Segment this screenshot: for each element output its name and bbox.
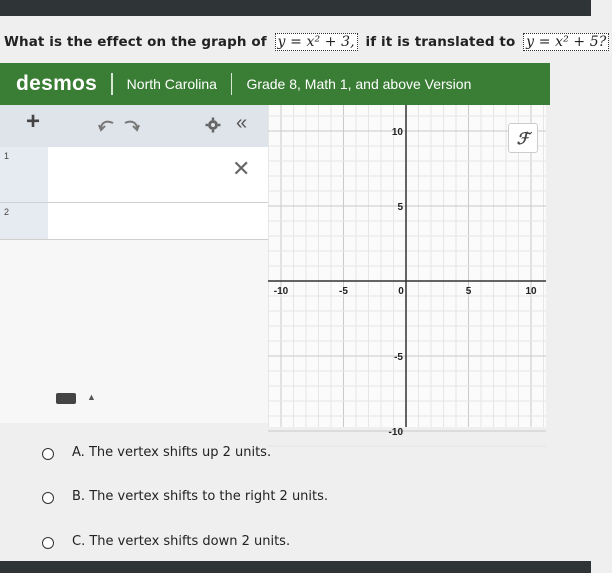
x-tick-label: 5	[465, 286, 472, 297]
y-tick-label: 10	[391, 127, 403, 138]
choice-text: The vertex shifts to the right 2 units.	[89, 489, 329, 504]
expression-row-1[interactable]	[0, 147, 268, 203]
x-tick-label: 10	[525, 286, 537, 297]
state-label: North Carolina	[126, 76, 217, 92]
choice-letter: A.	[72, 445, 85, 460]
radio-choice-a[interactable]	[42, 448, 54, 460]
bottom-frame-strip	[0, 561, 591, 573]
expression-row-2[interactable]	[0, 203, 268, 240]
choice-text: The vertex shifts up 2 units.	[88, 445, 272, 460]
choice-letter: B.	[72, 489, 86, 504]
radio-choice-b[interactable]	[42, 492, 54, 504]
question-text	[4, 33, 607, 59]
expression-number: 1	[0, 147, 48, 202]
wrench-icon[interactable]: ℱ	[508, 123, 538, 153]
graph-area[interactable]	[268, 105, 546, 438]
header-divider	[111, 73, 113, 95]
y-tick-label: 5	[397, 202, 403, 213]
header-divider	[231, 73, 233, 95]
close-icon[interactable]: ✕	[232, 156, 251, 181]
undo-icon[interactable]	[98, 117, 116, 135]
y-tick-label: -5	[394, 352, 403, 363]
equation-translated: y = x² + 5?	[523, 33, 609, 51]
expression-number: 2	[0, 203, 48, 239]
graph-grid	[268, 105, 546, 438]
top-frame-strip	[0, 0, 591, 16]
choice-a[interactable]	[72, 445, 271, 460]
desmos-header	[0, 63, 550, 105]
version-label: Grade 8, Math 1, and above Version	[246, 76, 472, 92]
choice-c[interactable]	[72, 534, 290, 549]
equation-original: y = x² + 3,	[275, 33, 358, 51]
desmos-logo: desmos	[16, 72, 98, 95]
expression-panel	[0, 105, 268, 423]
y-tick-label: -10	[388, 427, 403, 438]
x-tick-label: 0	[398, 286, 404, 297]
keyboard-icon[interactable]	[56, 393, 76, 404]
x-tick-label: -10	[273, 286, 289, 297]
plus-icon[interactable]: +	[26, 108, 41, 135]
caret-up-icon[interactable]: ▲	[87, 392, 96, 402]
x-tick-label: -5	[339, 286, 348, 297]
redo-icon[interactable]	[122, 117, 140, 135]
radio-choice-c[interactable]	[42, 537, 54, 549]
double-chevron-left-icon[interactable]: «	[236, 112, 248, 134]
question-prefix: What is the effect on the graph of	[4, 34, 267, 50]
choice-letter: C.	[72, 534, 86, 549]
question-middle: if it is translated to	[365, 34, 516, 50]
gear-icon[interactable]	[205, 117, 221, 137]
choice-b[interactable]	[72, 489, 328, 504]
expression-toolbar	[0, 105, 268, 147]
choice-text: The vertex shifts down 2 units.	[89, 534, 291, 549]
